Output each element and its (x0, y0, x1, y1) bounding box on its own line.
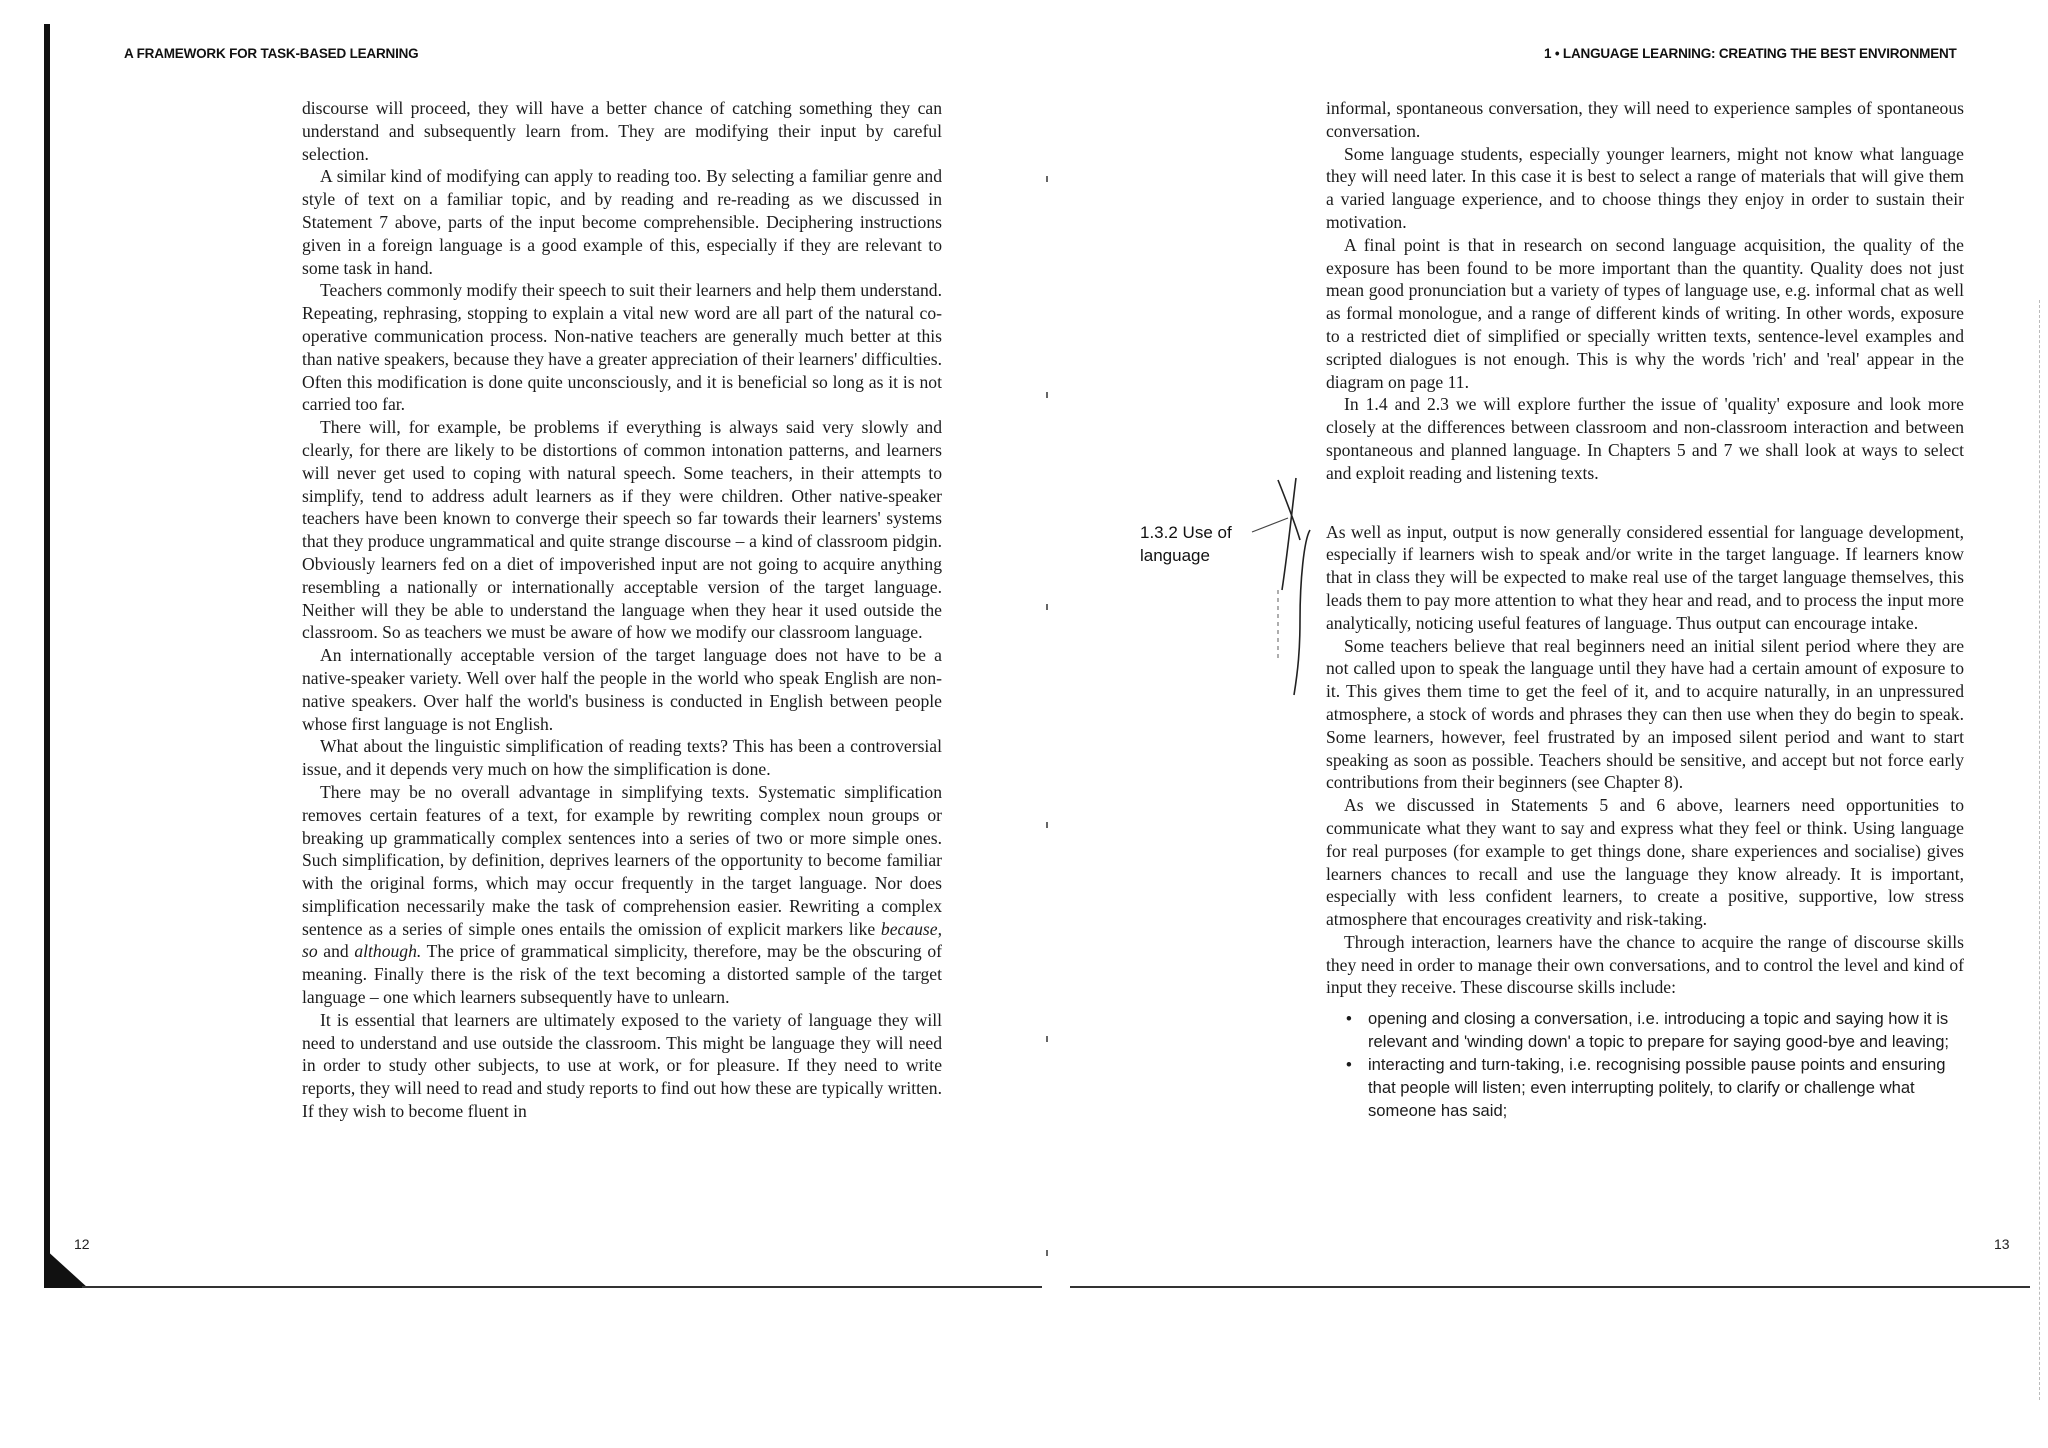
section-number: 1.3.2 (1140, 523, 1178, 542)
gutter-mark (1046, 1036, 1048, 1042)
paragraph-text: There may be no overall advantage in simplifying texts. Systematic simplification removes certain features of a text, for example by rewriting complex noun groups or breaking up grammatically complex sentences into a series of two or more simple ones. Such simplification, by definition, deprives learners of the opportunity to become familiar with the original forms, which may occur frequently in the target language. Nor does simplification necessarily make the task of comprehension easier. Rewriting a complex sentence as a series of simple ones entails the omission of explicit markers like (302, 781, 942, 939)
bottom-edge-right (1070, 1286, 2030, 1288)
page-edge-right (2039, 300, 2042, 1400)
section-heading (1140, 521, 1232, 567)
paragraph: Some teachers believe that real beginners need an initial silent period where they are not called upon to speak the language until they have had a certain amount of exposure to it. This gives them time to get the feel of it, and to acquire naturally, in an unpressured atmosphere, a stock of words and phrases they can then use when they do begin to speak. Some learners, however, feel frustrated by an imposed silent period and want to start speaking as soon as possible. Teachers should be sensitive, and accept but not force early contributions from their beginners (see Chapter 8). (1326, 635, 1964, 793)
running-head-right: 1 • LANGUAGE LEARNING: CREATING THE BEST ENVIRONMENT (1544, 46, 1957, 61)
paragraph: As we discussed in Statements 5 and 6 above, learners need opportunities to communicate what they want to say and express what they feel or think. Using language for real purposes (for example to get things done, share experiences and socialise) gives learners chances to recall and use the language they know already. It is important, especially with less confident learners, to create a positive, supportive, low stress atmosphere that encourages creativity and risk-taking. (1326, 795, 1964, 930)
paragraph: A final point is that in research on second language acquisition, the quality of the exposure has been found to be more important than the quantity. Quality does not just mean good pronunciation but a variety of types of language use, e.g. informal chat as well as formal monologue, and a range of different kinds of writing. In other words, exposure to a restricted diet of simplified or specially written texts, sentence-level examples and scripted dialogues is not enough. This is why the words 'rich' and 'real' appear in the diagram on page 11. (1326, 234, 1964, 392)
paragraph: informal, spontaneous conversation, they will need to experience samples of spontaneous conversation. (1326, 98, 1964, 141)
paragraph: There will, for example, be problems if everything is always said very slowly and clearly, for there are likely to be distortions of common intonation patterns, and learners will never get used to coping with natural speech. Some teachers, in their attempts to simplify, tend to address adult learners as if they were children. Other native-speaker teachers have been known to converge their speech so far towards their learners' systems that they produce ungrammatical and quite strange discourse – a kind of classroom pidgin. Obviously learners fed on a diet of impoverished input are not going to acquire anything resembling a nationally or internationally acceptable version of the target language. Neither will they be able to understand the language when they hear it used outside the classroom. So as teachers we must be aware of how we modify our classroom language. (302, 417, 942, 643)
gutter-mark (1046, 1250, 1048, 1256)
binding-edge-left (44, 24, 50, 1282)
section-title-line1: Use of (1182, 523, 1232, 542)
paragraph: What about the linguistic simplification of reading texts? This has been a controversial issue, and it depends very much on how the simplification is done. (302, 736, 942, 780)
paragraph: Through interaction, learners have the chance to acquire the range of discourse skills they need in order to manage their own conversations, and to control the level and kind of input they receive. These discourse skills include: (1326, 931, 1964, 998)
running-head-left: A FRAMEWORK FOR TASK-BASED LEARNING (124, 46, 419, 61)
left-page-body (302, 97, 942, 1123)
paragraph: Some language students, especially younger learners, might not know what language they will need later. In this case it is best to select a range of materials that will give them a varied language experience, and to choose things they enjoy in order to sustain their motivation. (1326, 143, 1964, 232)
paragraph: Teachers commonly modify their speech to suit their learners and help them understand. Repeating, rephrasing, stopping to explain a vital new word are all part of the natural co-operative communication process. Non-native teachers are generally much better at this than native speakers, because they have a greater appreciation of their learners' difficulties. Often this modification is done quite unconsciously, and it is beneficial so long as it is not carried too far. (302, 280, 942, 415)
list-item: • opening and closing a conversation, i.e. introducing a topic and saying how it is relevant and 'winding down' a topic to prepare for saying good-bye and leaving; (1368, 1007, 1964, 1053)
list-item: • interacting and turn-taking, i.e. recognising possible pause points and ensuring that people will listen; even interrupting politely, to clarify or challenge what someone has said; (1368, 1053, 1964, 1122)
bottom-edge-left (82, 1286, 1042, 1288)
paragraph-simplification (302, 781, 942, 1009)
gutter-mark (1046, 392, 1048, 398)
page-number-left: 12 (74, 1236, 90, 1252)
gutter-mark (1046, 176, 1048, 182)
paragraph: An internationally acceptable version of the target language does not have to be a native-speaker variety. Well over half the people in the world who speak English are non-native speakers. Over half the world's business is conducted in English between people whose first language is not English. (302, 645, 942, 734)
discourse-skills-list (1326, 1007, 1964, 1122)
marker-so: so (302, 941, 318, 962)
binding-corner (44, 1248, 88, 1288)
marker-because: because, (880, 918, 942, 939)
right-page-body (1326, 97, 1964, 1122)
paragraph-text: The price of grammatical simplicity, therefore, may be the obscuring of meaning. Finally there is the risk of the text becoming a distorted sample of the target language – one which learners subsequently have to unlearn. (302, 941, 943, 1008)
paragraph: A similar kind of modifying can apply to reading too. By selecting a familiar genre and style of text on a familiar topic, and by reading and re-reading as we discussed in Statement 7 above, parts of the input become comprehensible. Deciphering instructions given in a foreign language is a good example of this, especially if they are relevant to some task in hand. (302, 166, 942, 278)
paragraph: It is essential that learners are ultimately exposed to the variety of language they will need to understand and use outside the classroom. This might be language they will need in order to study other subjects, to use at work, or for pleasure. If they need to write reports, they will need to read and study reports to find out how these are typically written. If they wish to become fluent in (302, 1009, 942, 1122)
section-title-line2: language (1140, 546, 1210, 565)
gutter-mark (1046, 604, 1048, 610)
gutter-mark (1046, 822, 1048, 828)
marker-although: although. (354, 941, 422, 962)
handwritten-bracket-annotation (1248, 470, 1318, 700)
paragraph: discourse will proceed, they will have a better chance of catching something they can understand and subsequently learn from. They are modifying their input by careful selection. (302, 98, 942, 164)
paragraph-section-start: As well as input, output is now generally considered essential for language development, especially if learners wish to speak and/or write in the target language. If learners know that in class they will be expected to make real use of the target language themselves, this leads them to pay more attention to what they hear and read, and to process the input more analytically, noticing useful features of language. Thus output can encourage intake. (1326, 521, 1964, 633)
marker-and: and (323, 941, 349, 962)
paragraph: In 1.4 and 2.3 we will explore further the issue of 'quality' exposure and look more closely at the differences between classroom and non-classroom interaction and between spontaneous and planned language. In Chapters 5 and 7 we shall look at ways to select and exploit reading and listening texts. (1326, 394, 1964, 483)
page-number-right: 13 (1994, 1236, 2010, 1252)
